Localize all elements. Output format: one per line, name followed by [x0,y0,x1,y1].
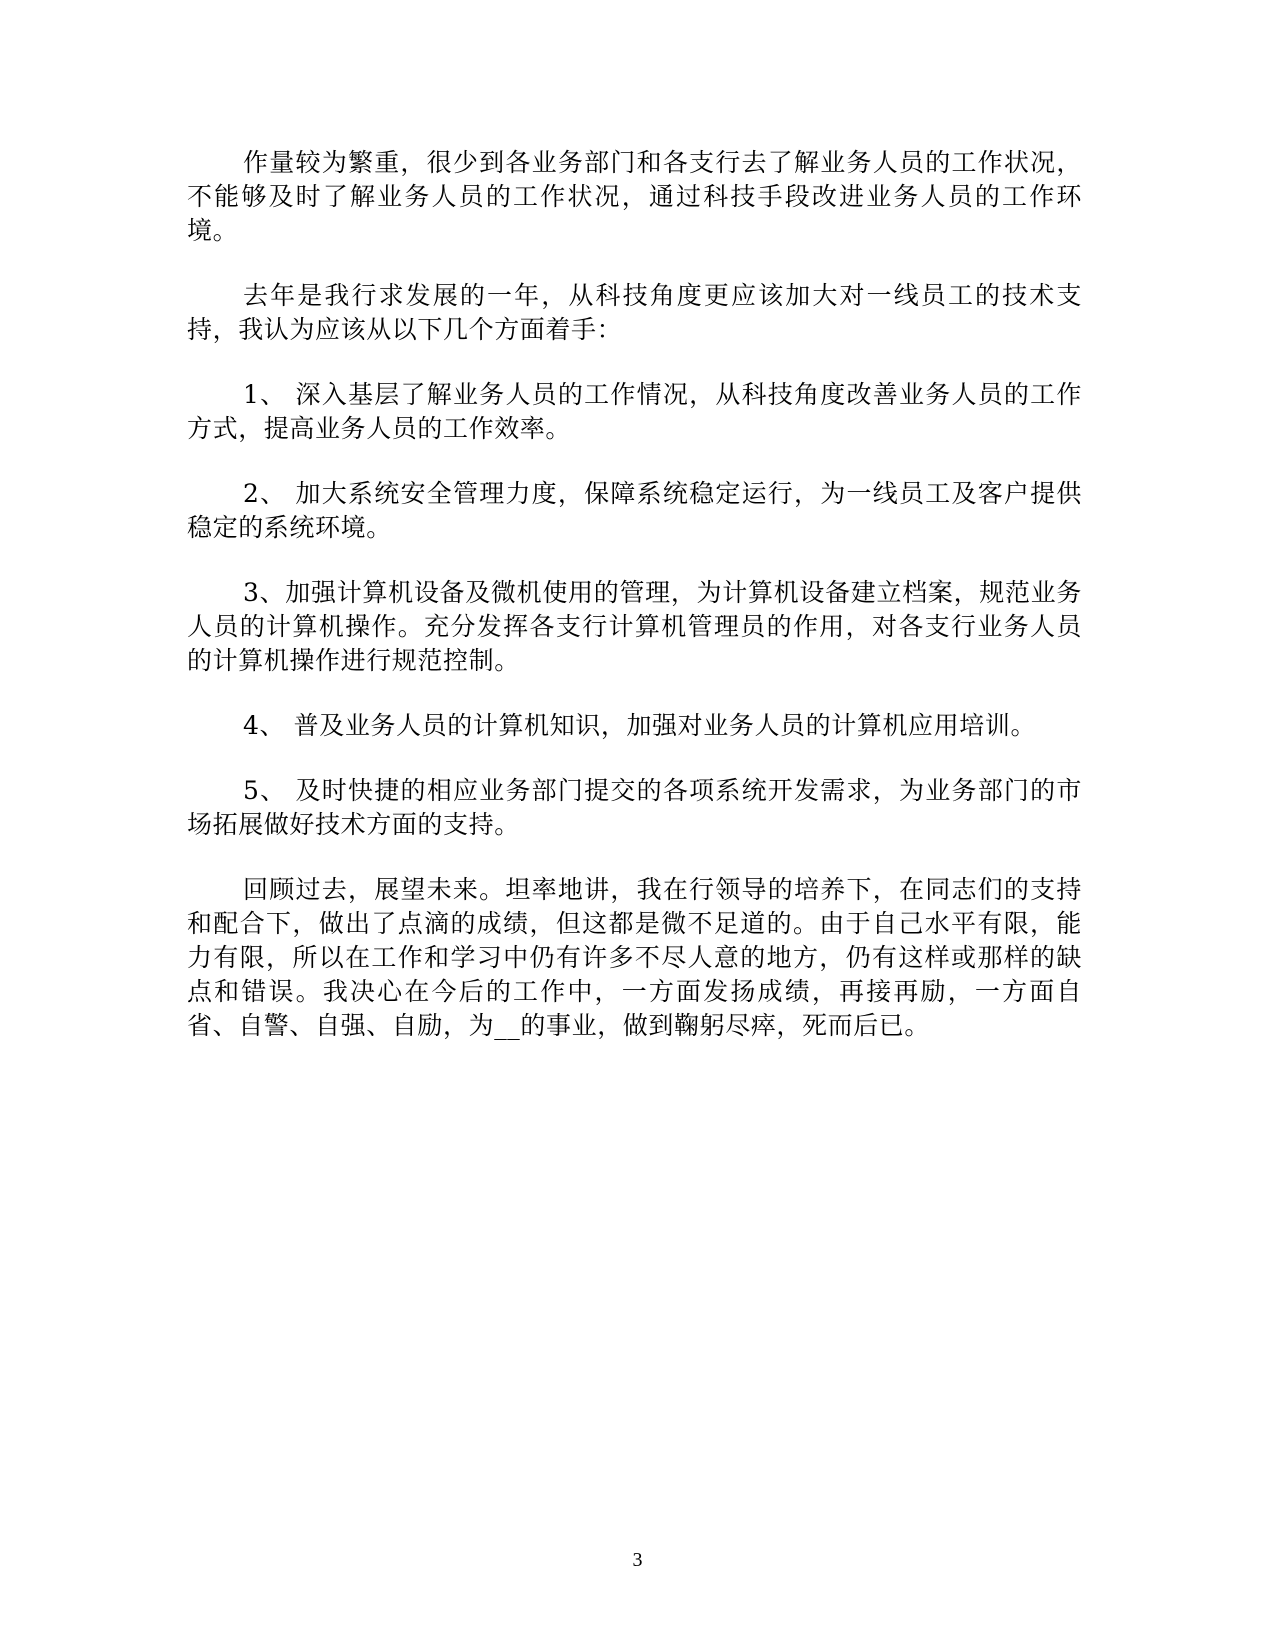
page-number: 3 [632,1549,643,1571]
list-item: 4、 普及业务人员的计算机知识，加强对业务人员的计算机应用培训。 [243,711,1037,740]
list-item: 3、加强计算机设备及微机使用的管理，为计算机设备建立档案，规范业务人员的计算机操作。充分发挥各支行计算机管理员的作用，对各支行业务人员的计算机操作进行规范控制。 [187,578,1082,675]
list-item: 5、 及时快捷的相应业务部门提交的各项系统开发需求，为业务部门的市场拓展做好技术方面的支持。 [187,776,1082,839]
list-item: 2、 加大系统安全管理力度，保障系统稳定运行，为一线员工及客户提供稳定的系统环境。 [187,479,1082,542]
list-item: 1、 深入基层了解业务人员的工作情况，从科技角度改善业务人员的工作方式，提高业务人员的工作效率。 [187,380,1082,443]
paragraph: 回顾过去，展望未来。坦率地讲，我在行领导的培养下，在同志们的支持和配合下，做出了点滴的成绩，但这都是微不足道的。由于自己水平有限，能力有限，所以在工作和学习中仍有许多不尽人意的地方，仍有这样或那样的缺点和错误。我决心在今后的工作中，一方面发扬成绩，再接再励，一方面自省、自警、自强、自励，为__的事业，做到鞠躬尽瘁，死而后已。 [187,875,1082,1040]
paragraph: 去年是我行求发展的一年，从科技角度更应该加大对一线员工的技术支持，我认为应该从以下几个方面着手： [187,281,1082,344]
paragraph: 作量较为繁重，很少到各业务部门和各支行去了解业务人员的工作状况，不能够及时了解业务人员的工作状况，通过科技手段改进业务人员的工作环境。 [187,148,1082,245]
document-body [187,146,1082,1074]
